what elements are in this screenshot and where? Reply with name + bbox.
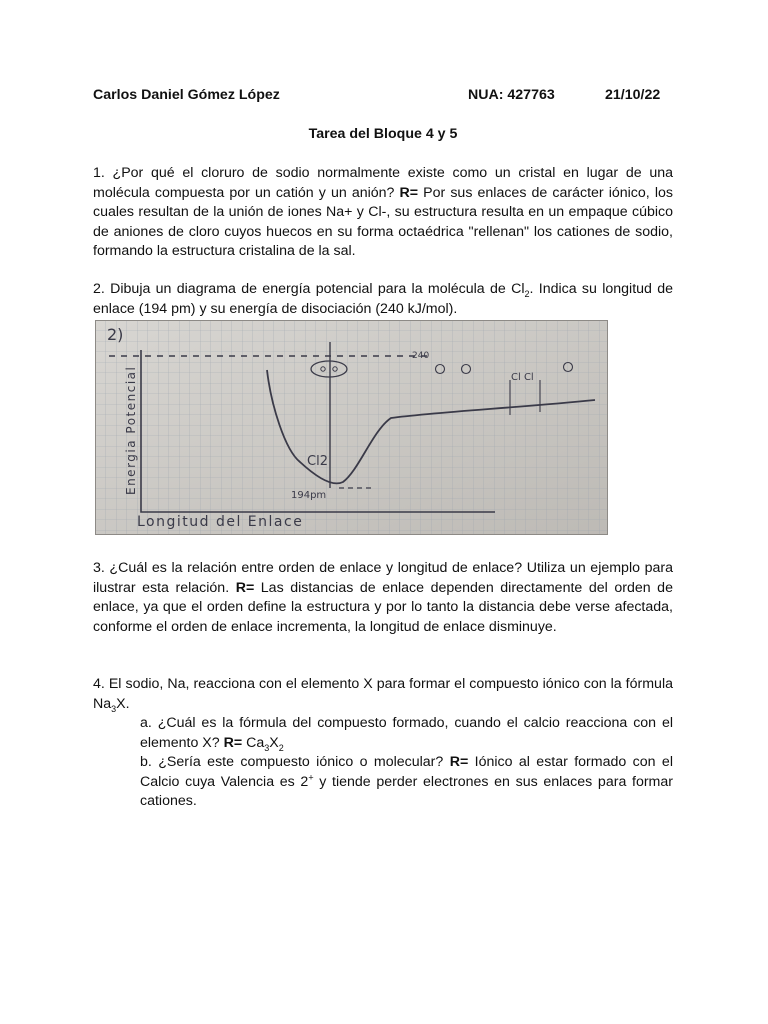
- question-2-text-post: . Indica su longitud de enlace (194 pm) y su energía de disociación (240 kJ/mol).: [93, 281, 674, 317]
- question-1-r-label: R=: [399, 184, 419, 201]
- question-1: [93, 164, 673, 262]
- figure-number: 2): [107, 325, 124, 344]
- question-4a-answer: $Ca_3X_2$: [246, 734, 284, 753]
- question-4-text-pre: 4. El sodio, Na, reacciona con el elemento X para formar el compuesto iónico con la fórmula Na: [93, 676, 673, 712]
- question-4b-answer-post: y tiende perder electrones en sus enlaces para formar cationes.: [140, 773, 673, 810]
- document-title: Tarea del Bloque 4 y 5: [308, 126, 458, 142]
- question-4-subscript: 3: [111, 703, 117, 714]
- bond-length-label: 194pm: [291, 490, 327, 501]
- dissociation-energy-label: 240: [412, 351, 430, 361]
- question-2-text-pre: 2. Dibuja un diagrama de energía potencial para la molécula de Cl: [93, 281, 525, 297]
- header-row: [93, 87, 673, 107]
- question-3: [93, 559, 673, 637]
- paper-grid: [95, 320, 608, 535]
- question-4b-superscript: +: [308, 771, 314, 782]
- question-3-text: 3. ¿Cuál es la relación entre orden de enlace y longitud de enlace? Utiliza un ejemplo para ilustrar esta relación.: [93, 560, 673, 596]
- question-3-r-label: R=: [235, 579, 255, 596]
- question-4a-text: a. ¿Cuál es la fórmula del compuesto formado, cuando el calcio reacciona con el elemento X?: [140, 715, 673, 751]
- question-2: [93, 280, 673, 319]
- student-name: Carlos Daniel Gómez López: [93, 87, 280, 103]
- question-4a: [140, 714, 673, 753]
- y-axis-label: Energia Potencial: [124, 365, 138, 495]
- question-4b-answer-pre: Iónico al estar formado con el Calcio cuya Valencia es 2: [140, 754, 673, 790]
- question-4b-r-label: R=: [449, 754, 469, 770]
- question-4a-r-label: R=: [223, 734, 243, 751]
- potential-energy-diagram-photo: [95, 320, 608, 535]
- question-4-text-post: X.: [116, 695, 130, 712]
- question-3-answer: Las distancias de enlace dependen directamente del orden de enlace, ya que el orden define la estructura y por lo tanto la distancia debe verse afectada, conforme el orden de enlace incrementa, la longitud de enlace disminuye.: [93, 579, 673, 635]
- question-4-intro: [93, 675, 673, 714]
- document-date: 21/10/22: [605, 87, 661, 103]
- question-4b: [140, 753, 673, 812]
- question-1-answer: Por sus enlaces de carácter iónico, los cuales resultan de la unión de iones Na+ y Cl-, su estructura resulta en un empaque cúbico de aniones de cloro cuyos huecos en su forma octaédrica "rellenan" los cationes de sodio, formando la estructura cristalina de la sal.: [93, 184, 673, 260]
- separated-atoms-label: Cl Cl: [511, 372, 534, 383]
- student-nua: NUA: 427763: [468, 87, 555, 103]
- question-2-subscript: 2: [524, 288, 530, 299]
- diagram-svg: [95, 320, 608, 535]
- x-axis-label: Longitud del Enlace: [137, 514, 304, 530]
- molecule-label: Cl2: [307, 454, 328, 469]
- question-4b-text: b. ¿Sería este compuesto iónico o molecular?: [140, 754, 444, 770]
- question-1-text: 1. ¿Por qué el cloruro de sodio normalmente existe como un cristal en lugar de una molécula compuesta por un catión y un anión?: [93, 165, 673, 201]
